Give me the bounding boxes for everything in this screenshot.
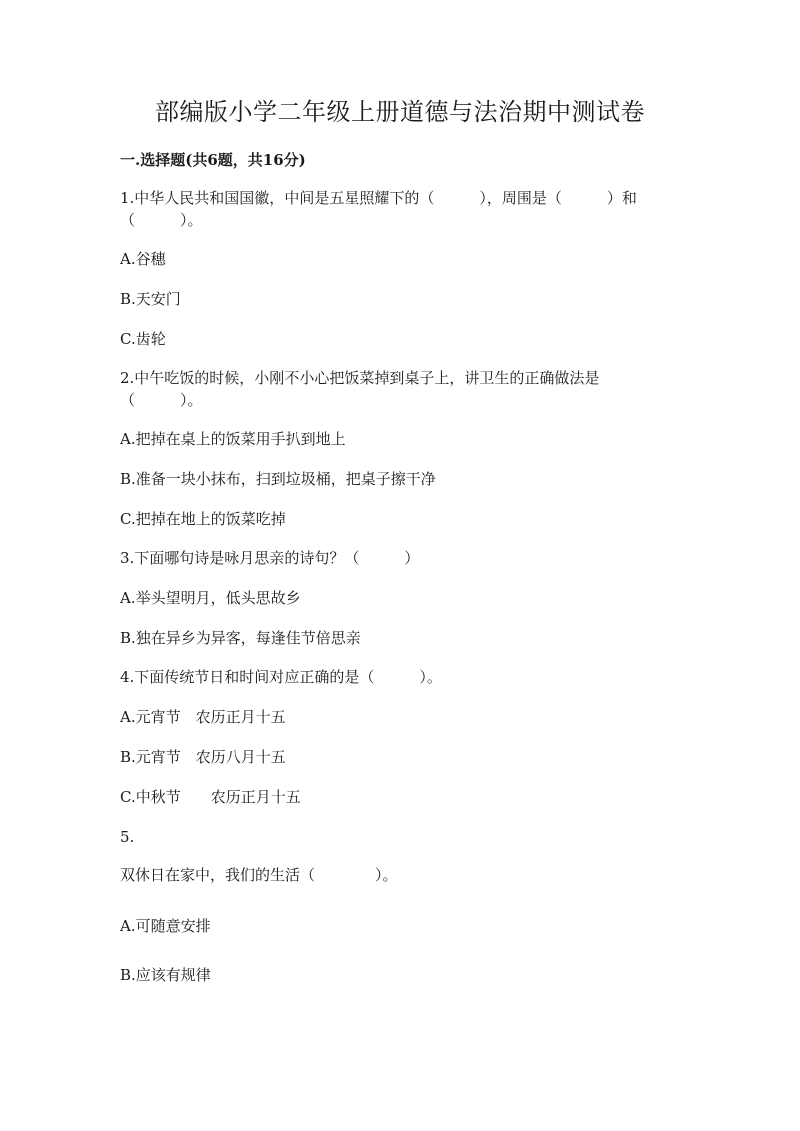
question-4-option-c: C.中秋节 农历正月十五 [120, 788, 301, 806]
question-1-option-a: A.谷穗 [120, 250, 166, 268]
section-heading: 一.选择题(共6题，共16分) [120, 151, 306, 169]
question-5-option-a: A.可随意安排 [120, 917, 211, 935]
question-2-option-c: C.把掉在地上的饭菜吃掉 [120, 510, 286, 528]
question-3-option-b: B.独在异乡为异客，每逢佳节倍思亲 [120, 629, 361, 647]
question-4-option-b: B.元宵节 农历八月十五 [120, 748, 286, 766]
question-3-stem: 3.下面哪句诗是咏月思亲的诗句？（ ） [120, 549, 420, 567]
question-4-stem: 4.下面传统节日和时间对应正确的是（ ）。 [120, 668, 442, 686]
question-1-stem-line-2: （ ）。 [120, 211, 203, 229]
question-5-option-b: B.应该有规律 [120, 966, 211, 984]
question-2-stem-line-2: （ ）。 [120, 391, 203, 409]
question-1-stem-line-1: 1.中华人民共和国国徽，中间是五星照耀下的（ ），周围是（ ）和 [120, 189, 637, 207]
question-2-stem-line-1: 2.中午吃饭的时候，小刚不小心把饭菜掉到桌子上，讲卫生的正确做法是 [120, 369, 600, 387]
question-5-stem: 双休日在家中，我们的生活（ ）。 [120, 866, 398, 884]
question-1-option-c: C.齿轮 [120, 330, 166, 348]
question-3-option-a: A.举头望明月，低头思故乡 [120, 589, 301, 607]
page-title: 部编版小学二年级上册道德与法治期中测试卷 [155, 98, 645, 126]
question-2-option-a: A.把掉在桌上的饭菜用手扒到地上 [120, 430, 346, 448]
question-5-number: 5. [120, 828, 135, 846]
question-4-option-a: A.元宵节 农历正月十五 [120, 708, 286, 726]
question-1-option-b: B.天安门 [120, 290, 181, 308]
question-2-option-b: B.准备一块小抹布，扫到垃圾桶，把桌子擦干净 [120, 470, 436, 488]
